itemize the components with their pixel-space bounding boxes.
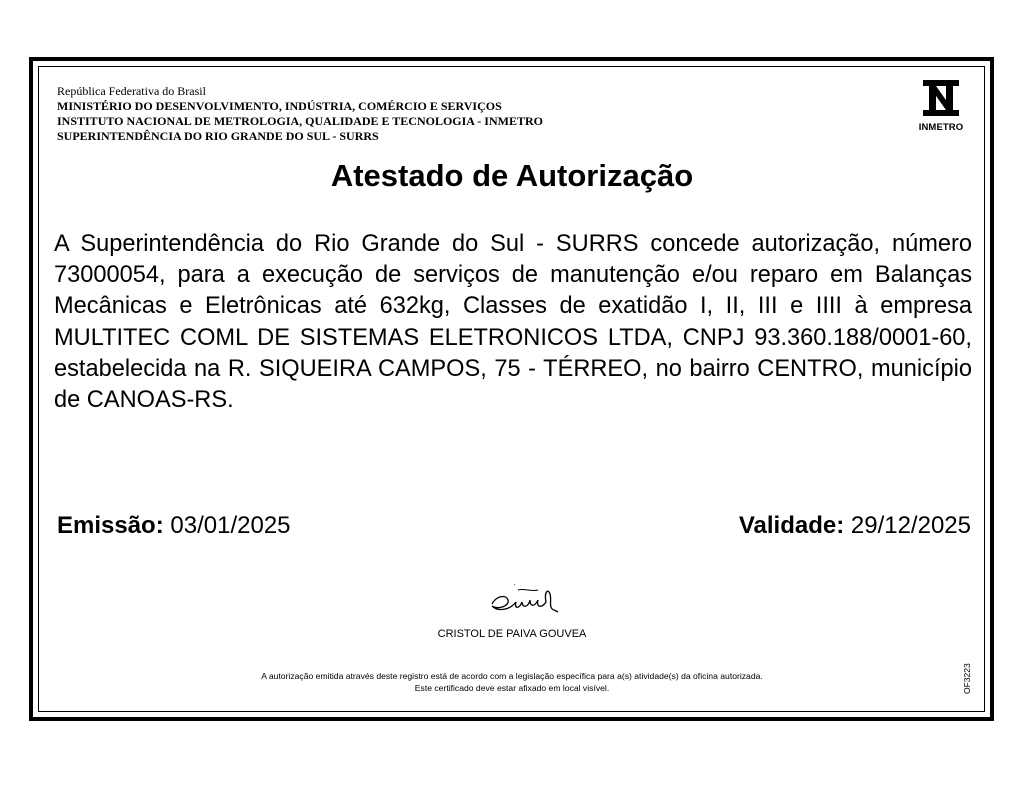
validity-date	[739, 512, 971, 540]
issue-date-value: 03/01/2025	[170, 512, 291, 539]
form-code: OF3223	[962, 663, 972, 694]
header-republic: República Federativa do Brasil	[57, 84, 206, 98]
authorization-text: A Superintendência do Rio Grande do Sul - SURRS concede autorização, número 73000054, para a execução de serviços de manutenção e/ou reparo em Balanças Mecânicas e Eletrônicas até 632kg, Classes de exatidão I, II, III e IIII à empresa MULTITEC COML DE SISTEMAS ELETRONICOS LTDA, CNPJ 93.360.188/0001-60, estabelecida na R. SIQUEIRA CAMPOS, 75 - TÉRREO, no bairro CENTRO, município de CANOAS-RS.	[54, 231, 972, 414]
issuer-header	[57, 84, 543, 144]
header-ministry: MINISTÉRIO DO DESENVOLVIMENTO, INDÚSTRIA, COMÉRCIO E SERVIÇOS	[57, 99, 502, 113]
inmetro-logo	[912, 80, 970, 134]
issue-date-label: Emissão:	[57, 512, 164, 539]
footer-notice	[0, 671, 1024, 694]
issue-date	[57, 512, 291, 540]
logo-label: INMETRO	[918, 122, 964, 133]
footer-line-2: Este certificado deve estar afixado em local visível.	[414, 682, 610, 693]
document-title: Atestado de Autorização	[330, 158, 694, 193]
footer-line-1: A autorização emitida através deste registro está de acordo com a legislação específica para a(s) atividade(s) da oficina autorizada.	[261, 671, 763, 681]
validity-date-label: Validade:	[738, 512, 845, 539]
header-superintendence: SUPERINTENDÊNCIA DO RIO GRANDE DO SUL - SURRS	[57, 129, 379, 143]
header-institute: INSTITUTO NACIONAL DE METROLOGIA, QUALIDADE E TECNOLOGIA - INMETRO	[57, 114, 543, 128]
signer-name: CRISTOL DE PAIVA GOUVEA	[437, 628, 587, 640]
validity-date-value: 29/12/2025	[850, 512, 971, 539]
inmetro-logo-icon	[921, 80, 961, 116]
handwritten-signature	[484, 578, 564, 622]
